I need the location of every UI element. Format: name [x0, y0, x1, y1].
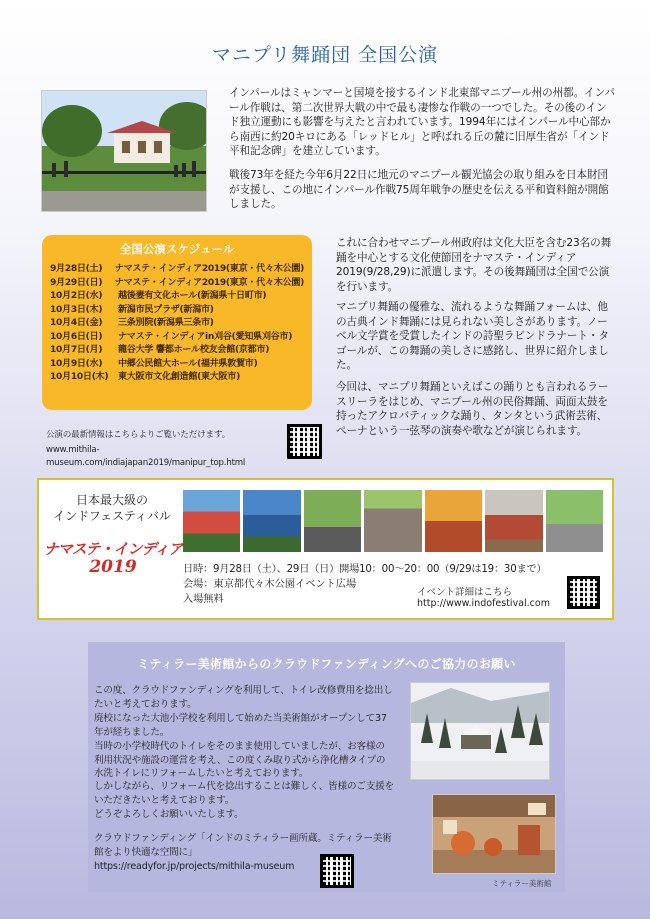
- schedule-venue: 新潟市民プラザ(新潟市): [118, 304, 214, 315]
- schedule-row: [50, 331, 304, 345]
- crowdfunding-paragraph-1: この度、クラウドファンディングを利用して、トイレ改修費用を捻出したいと考えております。: [94, 685, 393, 710]
- crowdfunding-paragraph-3: 当時の小学校時代のトイレをそのまま使用していましたが、お客様の利用状況や施設の運営を考え、この度くみ取り式から浄化槽タイプの水洗トイレにリフォームしたいと考えております。: [94, 741, 386, 780]
- festival-fee: 入場無料: [183, 594, 224, 605]
- festival-photo-food: [425, 490, 482, 552]
- festival-logo-text: ナマステ・インディア: [43, 540, 183, 558]
- festival-detail-url[interactable]: http://www.indofestival.com: [417, 598, 550, 609]
- schedule-venue: 東大阪市文化創造館(東大阪市): [118, 372, 241, 382]
- festival-photo-trees: [304, 490, 361, 552]
- festival-banner: [37, 478, 614, 620]
- festival-photo-stage-2: [243, 490, 300, 552]
- schedule-row: [50, 358, 304, 372]
- schedule-date: 10月3日(木): [50, 304, 103, 315]
- festival-photo-stage-1: [183, 490, 240, 552]
- schedule-date: 10月7日(月): [50, 345, 103, 355]
- schedule-row: [50, 277, 304, 291]
- intro-paragraph-2: 戦後73年を経た今年6月22日に地元のマニプール観光協会の取り組みを日本財団が支援し、この地にインパール作戦75周年戦争の歴史を伝える平和資料館が開館しました。: [229, 169, 609, 211]
- schedule-date: 10月2日(水): [50, 291, 103, 301]
- schedule-venue: 三条別院(新潟県三条市): [118, 318, 214, 328]
- right-paragraph-3: 今回は、マニプリ舞踊といえばこの踊りとも言われるラースリーラをはじめ、マニプール州の民俗舞踊、両面太鼓を持ったアクロバティックな踊り、タンタという武術芸術、ペーナという一弦琴の演奏や歌などが演じられます。: [336, 381, 609, 437]
- festival-photo-strip: [183, 490, 603, 552]
- festival-logo-year: 2019: [89, 557, 137, 577]
- schedule-venue: 中郷公民館大ホール(福井県敦賀市): [118, 358, 258, 369]
- festival-venue: 会場：東京都代々木公園イベント広場: [183, 579, 357, 590]
- festival-photo-crowd: [364, 490, 421, 552]
- latest-info-url[interactable]: www.mithila-museum.com/indiajapan2019/manipur_top.html: [46, 445, 246, 468]
- museum-interior-photo: [432, 794, 556, 874]
- crowdfunding-url[interactable]: https://readyfor.jp/projects/mithila-museum: [94, 861, 295, 872]
- schedule-venue: ナマステ・インディア2019(東京・代々木公園): [114, 264, 304, 274]
- festival-photo-park: [546, 490, 603, 552]
- crowdfunding-paragraph-6: クラウドファンディング「インドのミティラー画所蔵。ミティラー美術館をより快適な空間に」: [94, 833, 392, 858]
- festival-photo-chai: [485, 490, 542, 552]
- schedule-venue: 龍谷大学 響都ホール校友会館(京都市): [118, 345, 270, 355]
- schedule-row: [50, 290, 304, 304]
- page-title: マニプリ舞踊団 全国公演: [211, 44, 439, 66]
- right-paragraph-2: マニプリ舞踊の優雅な、流れるような舞踊フォームは、他の古典インド舞踊には見られない美しさがあります。ノーベル文学賞を受賞したインドの詩聖ラビンドラナート・タゴールが、この舞踊の美しさに感銘し、世界に紹介しました。: [336, 301, 609, 372]
- schedule-date: 9月28日(土): [50, 264, 103, 274]
- museum-snow-photo: [410, 682, 550, 780]
- schedule-venue: ナマステ・インディアin刈谷(愛知県刈谷市): [118, 331, 293, 342]
- schedule-qr-code[interactable]: [287, 424, 322, 459]
- festival-date: 日時：9月28日（土）、29日（日）開場10：00〜20：00（9/29は19：30まで）: [183, 564, 547, 575]
- museum-photo-caption: ミティラー美術館: [492, 879, 552, 888]
- right-paragraph-1: これに合わせマニプール州政府は文化大臣を含む23名の舞踊を中心とする文化使節団をナマステ・インディア2019(9/28,29)に派遣します。その後舞踊団は全国で公演を行います。: [336, 237, 612, 293]
- schedule-row: [50, 263, 304, 277]
- schedule-title: 全国公演スケジュール: [119, 242, 235, 256]
- crowdfunding-qr-code[interactable]: [320, 854, 354, 888]
- crowdfunding-paragraph-4: しかしながら、リフォーム代を捻出することは難しく、皆様のご支援をいただきたいと考えております。: [94, 781, 394, 806]
- schedule-date: 10月6日(日): [50, 331, 103, 342]
- intro-paragraph-1: インパールはミャンマーと国境を接するインド北東部マニプール州の州都。インパール作戦は、第二次世界大戦の中で最も凄惨な作戦の一つでした。その後のインド独立運動にも影響を与えたと言われています。1994年にはインパール中心部から南西に約20キロにある「レッドヒル」と呼ばれる丘の麓に旧厚生省が「インド平和記念碑」を建立しています。: [229, 87, 615, 158]
- crowdfunding-box: [88, 642, 565, 892]
- latest-info-text: 公演の最新情報はこちらよりご覧いただけます。: [46, 430, 230, 440]
- schedule-date: 10月4日(金): [50, 318, 103, 328]
- schedule-date: 10月9日(水): [50, 358, 103, 369]
- schedule-date: 9月29日(日): [50, 277, 103, 288]
- schedule-list: [50, 263, 304, 385]
- memorial-photo: [41, 90, 207, 212]
- schedule-row: [50, 317, 304, 331]
- crowdfunding-title: ミティラー美術館からのクラウドファンディングへのご協力のお願い: [137, 657, 516, 671]
- schedule-venue: ナマステ・インディア2019(東京・代々木公園): [114, 277, 304, 288]
- schedule-venue: 越後妻有文化ホール(新潟県十日町市): [118, 291, 267, 301]
- festival-logo: [43, 538, 183, 577]
- festival-tagline-2: インドフェスティバル: [53, 509, 171, 523]
- festival-qr-code[interactable]: [567, 576, 600, 609]
- crowdfunding-paragraph-5: どうぞよろしくお願いいたします。: [94, 809, 244, 820]
- crowdfunding-paragraph-2: 廃校になった大池小学校を利用して始めた当美術館がオープンして37年が経ちました。: [94, 713, 387, 738]
- schedule-row: [50, 371, 304, 385]
- schedule-box: [42, 235, 312, 410]
- festival-tagline-1: 日本最大級の: [75, 493, 148, 507]
- festival-detail-label: イベント詳細はこちら: [417, 587, 513, 598]
- schedule-date: 10月10日(木): [50, 372, 109, 382]
- schedule-row: [50, 344, 304, 358]
- schedule-row: [50, 304, 304, 318]
